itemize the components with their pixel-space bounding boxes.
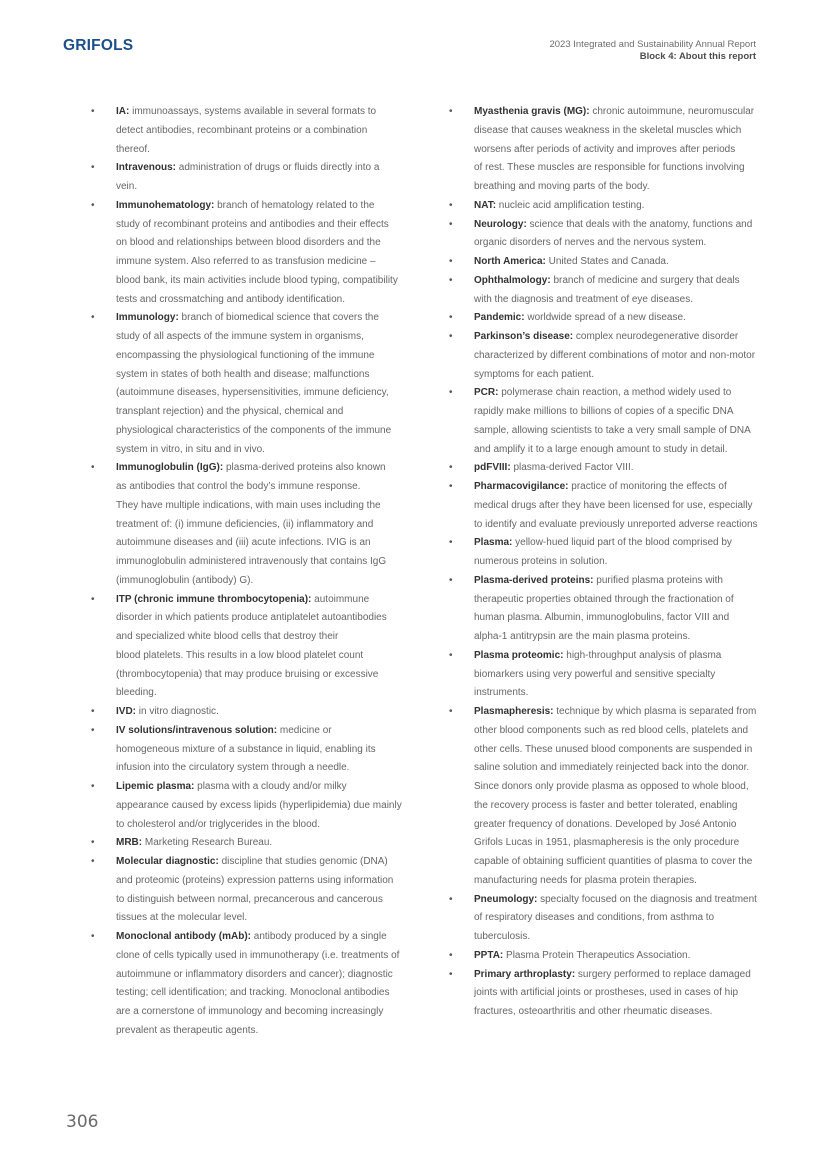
glossary-definition-line: and proteomic (proteins) expression patterns using information <box>116 874 394 886</box>
glossary-definition: nucleic acid amplification testing. <box>496 199 645 211</box>
glossary-definition: polymerase chain reaction, a method widely used to <box>498 387 732 399</box>
glossary-definition-line: characterized by different combinations of motor and non-motor <box>474 349 756 361</box>
glossary-entry <box>116 103 416 159</box>
glossary-definition-line: appearance caused by excess lipids (hyperlipidemia) due mainly <box>116 799 402 811</box>
glossary-definition-line: physiological characteristics of the components of the immune <box>116 424 392 436</box>
glossary-definition-line: tissues at the molecular level. <box>116 912 248 924</box>
glossary-entry <box>474 478 774 534</box>
glossary-term: Immunoglobulin (IgG): <box>116 462 224 474</box>
glossary-term: ITP (chronic immune thrombocytopenia): <box>116 593 312 605</box>
glossary-definition-line: the recovery process is faster and better tolerated, enabling <box>474 799 738 811</box>
glossary-definition: United States and Canada. <box>545 256 669 267</box>
glossary-entry <box>474 966 774 1022</box>
glossary-definition-line: infusion into the circulatory system through a needle. <box>116 762 350 774</box>
glossary-definition-line: other cells. These unused blood components are suspended in <box>474 743 753 755</box>
glossary-definition-line: treatment of: (i) immune deficiencies, (ii) inflammatory and <box>116 518 374 530</box>
glossary-entry <box>474 197 774 216</box>
glossary-entry <box>474 103 774 197</box>
page-number: 306 <box>66 1112 99 1132</box>
glossary-definition-line: to cholesterol and/or triglycerides in the blood. <box>116 818 321 830</box>
grifols-logo: GRIFOLS <box>63 37 134 54</box>
glossary-term: Plasmapheresis: <box>474 706 554 717</box>
glossary-entry <box>116 778 416 834</box>
glossary-entry <box>474 328 774 384</box>
glossary-entry <box>474 703 774 891</box>
glossary-definition-line: human plasma. Albumin, immunoglobulins, factor VIII and <box>474 612 730 624</box>
glossary-term: Monoclonal antibody (mAb): <box>116 931 251 942</box>
glossary-definition: technique by which plasma is separated from <box>553 706 757 717</box>
glossary-column-right <box>474 103 774 1022</box>
glossary-term: Pharmacovigilance: <box>474 481 569 492</box>
glossary-definition-line: They have multiple indications, with main uses including the <box>116 499 381 511</box>
glossary-term: Immunohematology: <box>116 199 215 211</box>
glossary-definition-line: greater frequency of donations. Developed by José Antonio <box>474 818 737 830</box>
glossary-definition-line: homogeneous mixture of a substance in liquid, enabling its <box>116 743 376 755</box>
glossary-definition-line: vein. <box>116 181 138 192</box>
glossary-definition-line: immunoglobulin administered intravenously that contains IgG <box>116 556 387 567</box>
glossary-definition-line: disorder in which patients produce antiplatelet autoantibodies <box>116 612 387 624</box>
glossary-definition-line: alpha-1 antitrypsin are the main plasma proteins. <box>474 631 691 642</box>
glossary-definition-line: are a cornerstone of immunology and becoming increasingly <box>116 1006 384 1017</box>
glossary-definition-line: (thrombocytopenia) that may produce bruising or excessive <box>116 668 379 680</box>
glossary-definition-line: to identify and evaluate previously unreported adverse reactions <box>474 518 758 530</box>
glossary-definition-line: symptoms for each patient. <box>474 368 595 380</box>
glossary-term: PPTA: <box>474 949 504 961</box>
glossary-term: MRB: <box>116 837 143 849</box>
glossary-term: Plasma-derived proteins: <box>474 574 594 586</box>
glossary-definition-line: with the diagnosis and treatment of eye diseases. <box>474 293 694 305</box>
glossary-definition-line: detect antibodies, recombinant proteins or a combination <box>116 124 368 136</box>
glossary-definition-line: worsens after periods of activity and improves after periods <box>474 143 736 155</box>
glossary-definition-line: biomarkers using very powerful and sensitive specialty <box>474 668 716 680</box>
glossary-definition-line: clone of cells typically used in immunotherapy (i.e. treatments of <box>116 949 400 961</box>
glossary-definition: antibody produced by a single <box>251 931 387 942</box>
glossary-entry <box>116 197 416 310</box>
glossary-definition: medicine or <box>277 724 332 736</box>
glossary-definition-line: immune system. Also referred to as transfusion medicine – <box>116 256 376 267</box>
glossary-definition-line: capable of obtaining sufficient quantities of plasma to cover the <box>474 856 753 867</box>
glossary-term: PCR: <box>474 387 499 399</box>
glossary-definition-line: rapidly make millions to billions of copies of a specific DNA <box>474 406 734 417</box>
glossary-definition: high-throughput analysis of plasma <box>563 649 722 661</box>
glossary-definition-line: Grifols Lucas in 1951, plasmapheresis is the only procedure <box>474 837 740 849</box>
glossary-definition: practice of monitoring the effects of <box>568 481 727 492</box>
glossary-definition: in vitro diagnostic. <box>136 706 219 717</box>
glossary-term: Neurology: <box>474 218 527 230</box>
glossary-definition-line: therapeutic properties obtained through the fractionation of <box>474 593 734 605</box>
glossary-entry <box>116 459 416 590</box>
glossary-definition-line: blood bank, its main activities include blood typing, compatibility <box>116 274 398 286</box>
glossary-definition: branch of biomedical science that covers the <box>178 312 379 324</box>
glossary-term: IA: <box>116 106 130 117</box>
glossary-definition-line: transplant rejection) and the physical, chemical and <box>116 406 344 417</box>
glossary-definition: purified plasma proteins with <box>593 574 723 586</box>
glossary-definition-line: on blood and relationships between blood disorders and the <box>116 237 381 249</box>
glossary-term: Pandemic: <box>474 312 525 324</box>
glossary-definition-line: blood platelets. This results in a low blood platelet count <box>116 649 364 661</box>
glossary-entry <box>116 928 416 1041</box>
glossary-definition-line: breathing and moving parts of the body. <box>474 181 650 192</box>
glossary-definition-line: Since donors only provide plasma as opposed to whole blood, <box>474 781 749 792</box>
report-title: 2023 Integrated and Sustainability Annual Report <box>549 39 756 50</box>
glossary-definition-line: and amplify it to a large enough amount to study in detail. <box>474 443 728 455</box>
glossary-definition: worldwide spread of a new disease. <box>524 312 686 324</box>
glossary-definition-line: prevalent as therapeutic agents. <box>116 1024 259 1036</box>
glossary-term: Immunology: <box>116 312 179 324</box>
glossary-definition: Plasma Protein Therapeutics Association. <box>503 949 691 961</box>
glossary-term: pdFVIII: <box>474 462 511 474</box>
glossary-entry <box>474 572 774 647</box>
glossary-definition-line: disease that causes weakness in the skeletal muscles which <box>474 124 742 136</box>
glossary-term: Primary arthroplasty: <box>474 968 576 980</box>
glossary-entry <box>116 703 416 722</box>
glossary-term: Plasma: <box>474 537 513 549</box>
glossary-definition: immunoassays, systems available in several formats to <box>129 106 377 117</box>
glossary-entry <box>116 309 416 459</box>
glossary-term: Molecular diagnostic: <box>116 856 219 867</box>
glossary-term: Ophthalmology: <box>474 274 551 286</box>
glossary-definition-line: saline solution and immediately reinjected back into the donor. <box>474 762 750 774</box>
glossary-definition: plasma-derived proteins also known <box>223 462 386 474</box>
glossary-definition-line: (immunoglobulin (antibody) G). <box>116 574 254 586</box>
glossary-definition: autoimmune <box>311 593 370 605</box>
glossary-definition-line: (autoimmune diseases, hypersensitivities, immune deficiency, <box>116 387 389 399</box>
glossary-entry <box>116 722 416 778</box>
glossary-definition-line: and specialized white blood cells that destroy their <box>116 631 339 642</box>
glossary-term: IVD: <box>116 706 136 717</box>
glossary-definition: surgery performed to replace damaged <box>575 968 751 980</box>
glossary-term: Lipemic plasma: <box>116 781 195 792</box>
glossary-definition-line: instruments. <box>474 687 529 699</box>
glossary-entry <box>474 253 774 272</box>
glossary-definition: administration of drugs or fluids directly into a <box>176 162 380 174</box>
glossary-definition-line: study of all aspects of the immune system in organisms, <box>116 331 364 342</box>
glossary-definition-line: of respiratory diseases and conditions, from asthma to <box>474 912 715 924</box>
glossary-term: IV solutions/intravenous solution: <box>116 724 278 736</box>
glossary-entry <box>474 891 774 947</box>
glossary-term: Parkinson’s disease: <box>474 331 574 342</box>
glossary-entry <box>116 853 416 928</box>
glossary-entry <box>474 459 774 478</box>
glossary-entry <box>116 591 416 704</box>
glossary-definition-line: bleeding. <box>116 687 157 699</box>
glossary-list-left <box>116 103 416 1041</box>
glossary-definition-line: tests and crossmatching and antibody identification. <box>116 293 346 305</box>
glossary-definition-line: other blood components such as red blood cells, platelets and <box>474 724 749 736</box>
glossary-list-right <box>474 103 774 1022</box>
glossary-definition: science that deals with the anatomy, functions and <box>526 218 753 230</box>
glossary-definition-line: organic disorders of nerves and the nervous system. <box>474 237 707 249</box>
glossary-entry <box>116 834 416 853</box>
glossary-definition: specialty focused on the diagnosis and treatment <box>537 893 757 905</box>
glossary-definition-line: as antibodies that control the body’s immune response. <box>116 481 361 492</box>
glossary-definition-line: tuberculosis. <box>474 931 531 942</box>
glossary-definition-line: study of recombinant proteins and antibodies and their effects <box>116 218 389 230</box>
glossary-definition-line: autoimmune diseases and (iii) acute infections. IVIG is an <box>116 537 371 549</box>
glossary-definition-line: sample, allowing scientists to take a very small sample of DNA <box>474 424 751 436</box>
glossary-definition-line: system in states of both health and disease; malfunctions <box>116 368 370 380</box>
glossary-term: Intravenous: <box>116 162 177 174</box>
glossary-term: NAT: <box>474 199 497 211</box>
glossary-definition-line: joints with artificial joints or prostheses, used in cases of hip <box>474 987 739 999</box>
glossary-definition-line: thereof. <box>116 143 150 155</box>
glossary-entry <box>474 272 774 310</box>
glossary-definition-line: autoimmune or inflammatory disorders and cancer); diagnostic <box>116 968 393 980</box>
section-title: Block 4: About this report <box>639 51 756 62</box>
glossary-definition-line: fractures, osteoarthritis and other rheumatic diseases. <box>474 1006 713 1017</box>
glossary-definition: chronic autoimmune, neuromuscular <box>589 106 755 117</box>
glossary-definition: branch of hematology related to the <box>214 199 375 211</box>
glossary-entry <box>474 534 774 572</box>
glossary-entry <box>474 947 774 966</box>
glossary-definition: yellow-hued liquid part of the blood comprised by <box>512 537 732 549</box>
glossary-entry <box>474 384 774 459</box>
glossary-definition-line: system in vitro, in situ and in vivo. <box>116 443 265 455</box>
glossary-entry <box>474 216 774 254</box>
glossary-definition: discipline that studies genomic (DNA) <box>218 856 388 867</box>
glossary-definition: branch of medicine and surgery that deals <box>550 274 740 286</box>
glossary-definition-line: encompassing the physiological functioning of the immune <box>116 349 375 361</box>
glossary-definition-line: testing; cell identification; and tracking. Monoclonal antibodies <box>116 987 390 999</box>
glossary-entry <box>116 159 416 197</box>
glossary-term: North America: <box>474 256 546 267</box>
glossary-entry <box>474 647 774 703</box>
glossary-definition-line: to distinguish between normal, precancerous and cancerous <box>116 893 383 905</box>
glossary-term: Pneumology: <box>474 893 538 905</box>
glossary-term: Myasthenia gravis (MG): <box>474 106 590 117</box>
glossary-definition: plasma-derived Factor VIII. <box>510 462 634 474</box>
glossary-definition-line: medical drugs after they have been licensed for use, especially <box>474 499 753 511</box>
glossary-entry <box>474 309 774 328</box>
glossary-definition-line: of rest. These muscles are responsible for functions involving <box>474 162 745 174</box>
glossary-definition: Marketing Research Bureau. <box>142 837 273 849</box>
glossary-definition-line: manufacturing needs for plasma protein therapies. <box>474 874 697 886</box>
glossary-column-left <box>116 103 416 1041</box>
glossary-definition-line: numerous proteins in solution. <box>474 556 608 567</box>
glossary-definition: plasma with a cloudy and/or milky <box>194 781 347 792</box>
glossary-term: Plasma proteomic: <box>474 649 564 661</box>
glossary-definition: complex neurodegenerative disorder <box>573 331 739 342</box>
